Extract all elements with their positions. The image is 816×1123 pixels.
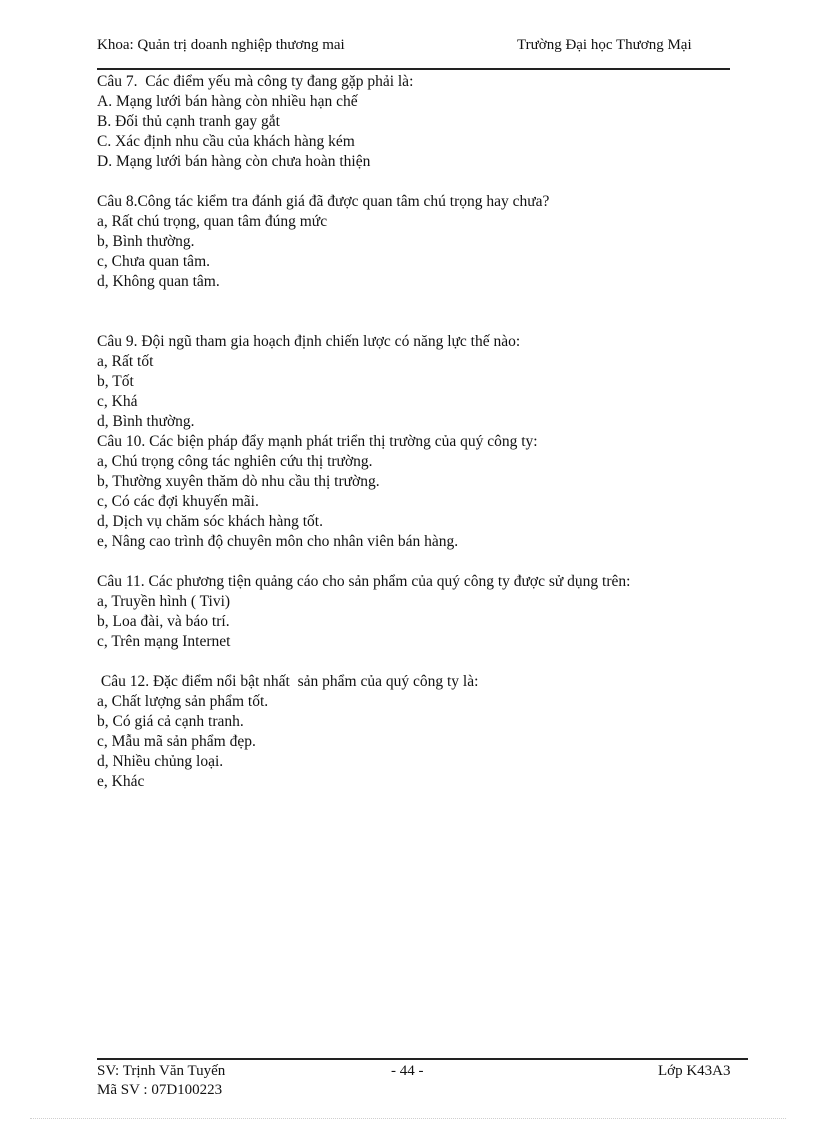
blank-line (97, 292, 737, 312)
footer-class: Lớp K43A3 (658, 1063, 731, 1079)
text-line: a, Truyền hình ( Tivi) (97, 593, 231, 610)
text-line: Câu 12. Đặc điểm nổi bật nhất sản phẩm của quý công ty là: (97, 673, 479, 690)
text-line: c, Chưa quan tâm. (97, 253, 210, 270)
text-line: C. Xác định nhu cầu của khách hàng kém (97, 133, 355, 150)
text-line: Câu 10. Các biện pháp đẩy mạnh phát triển thị trường của quý công ty: (97, 433, 538, 450)
text-line: a, Chất lượng sản phẩm tốt. (97, 693, 269, 710)
text-line: d, Bình thường. (97, 413, 195, 430)
blank-line (97, 552, 737, 572)
text-line: D. Mạng lưới bán hàng còn chưa hoàn thiện (97, 153, 371, 170)
text-line: c, Trên mạng Internet (97, 633, 231, 650)
blank-line (97, 652, 737, 672)
text-line: b, Có giá cả cạnh tranh. (97, 713, 244, 730)
text-line: d, Dịch vụ chăm sóc khách hàng tốt. (97, 513, 323, 530)
header-faculty: Khoa: Quản trị doanh nghiệp thương mai (97, 37, 345, 53)
text-line: a, Chú trọng công tác nghiên cứu thị trường. (97, 453, 373, 470)
blank-line (97, 312, 737, 332)
text-line: c, Mẫu mã sản phẩm đẹp. (97, 733, 256, 750)
text-line: a, Rất tốt (97, 353, 154, 370)
header-divider (97, 68, 730, 70)
text-line: Câu 7. Các điểm yếu mà công ty đang gặp phải là: (97, 73, 414, 90)
text-line: Câu 9. Đội ngũ tham gia hoạch định chiến lược có năng lực thế nào: (97, 333, 521, 350)
text-line: b, Loa đài, và báo trí. (97, 613, 230, 630)
footer-divider (97, 1058, 748, 1060)
text-line: b, Tốt (97, 373, 134, 390)
footer-student-id: Mã SV : 07D100223 (97, 1082, 223, 1098)
text-line: a, Rất chú trọng, quan tâm đúng mức (97, 213, 328, 230)
text-line: A. Mạng lưới bán hàng còn nhiều hạn chế (97, 93, 358, 110)
text-line: e, Nâng cao trình độ chuyên môn cho nhân viên bán hàng. (97, 533, 459, 550)
header-university: Trường Đại học Thương Mại (517, 37, 692, 53)
text-line: b, Bình thường. (97, 233, 195, 250)
text-line: Câu 11. Các phương tiện quảng cáo cho sản phẩm của quý công ty được sử dụng trên: (97, 573, 631, 590)
document-body (97, 72, 737, 792)
text-line: c, Có các đợi khuyến mãi. (97, 493, 259, 510)
text-line: c, Khá (97, 393, 138, 410)
footer-student-name: SV: Trịnh Văn Tuyến (97, 1063, 226, 1079)
page-bottom-edge (30, 1118, 786, 1119)
blank-line (97, 172, 737, 192)
text-line: b, Thường xuyên thăm dò nhu cầu thị trường. (97, 473, 380, 490)
text-line: Câu 8.Công tác kiểm tra đánh giá đã được quan tâm chú trọng hay chưa? (97, 193, 550, 210)
text-line: d, Nhiều chủng loại. (97, 753, 224, 770)
page-number: - 44 - (391, 1063, 424, 1079)
text-line: B. Đối thủ cạnh tranh gay gắt (97, 113, 280, 130)
text-line: e, Khác (97, 773, 145, 790)
text-line: d, Không quan tâm. (97, 273, 220, 290)
